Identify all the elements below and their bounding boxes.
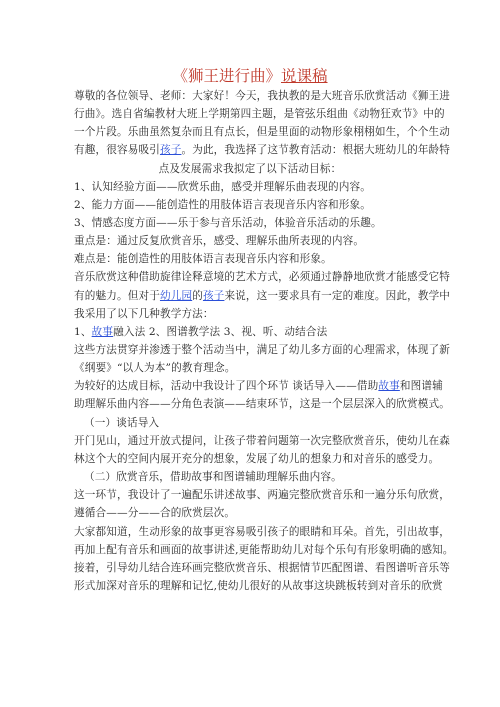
line-text: 我采用了以下几种教学方法：: [74, 308, 214, 320]
line-text: 行曲》。选自省编教材大班上学期第四主题，是管弦乐组曲《动物狂欢节》中的: [74, 108, 445, 120]
document-title: [0, 66, 500, 86]
paragraph-line: [74, 252, 332, 266]
keyword-link[interactable]: 故事: [378, 380, 400, 392]
paragraph-line: [74, 234, 364, 248]
paragraph-line: [74, 579, 443, 593]
line-text: 有的魅力。但对于: [74, 290, 160, 302]
line-text: 一个片段。乐曲虽然复杂而且有点长，但是里面的动物形象栩栩如生，个个生动: [74, 126, 451, 138]
line-text: 。为此，我选择了这节教育活动：根据大班幼儿的年龄特: [181, 144, 451, 156]
line-text: （一）谈话导入: [84, 417, 160, 429]
paragraph-line: [74, 397, 450, 411]
line-text: 林这个大的空间内展开充分的想象，发展了幼儿的想象力和对音乐的感受力。: [74, 453, 440, 465]
paragraph-line: [74, 361, 236, 375]
line-text: 开门见山，通过开放式提问，让孩子带着问题第一次完整欣赏音乐，使幼儿在森: [74, 435, 451, 447]
keyword-link[interactable]: 幼儿园: [159, 290, 193, 302]
line-text: 遵循合——分——合的欣赏层次。: [74, 507, 236, 519]
paragraph-line: [74, 198, 371, 212]
paragraph-line: [74, 270, 450, 284]
paragraph-line: [74, 107, 445, 121]
line-text: 接着，引导幼儿结合连环画完整欣赏音乐、根据情节匹配图谱、看图谱听音乐等: [74, 562, 451, 574]
paragraph-line: [74, 543, 454, 557]
line-text: 音乐欣赏这种借助旋律诠释意境的艺术方式，必须通过静静地欣赏才能感受它特: [74, 271, 451, 283]
paragraph-line: [74, 216, 382, 230]
line-text: 点及发展需求我拟定了以下活动目标：: [158, 163, 342, 175]
paragraph-line: [74, 488, 450, 502]
line-text: 的: [192, 290, 203, 302]
paragraph-line: [74, 325, 327, 339]
paragraph-line: [84, 470, 342, 484]
paragraph-line: [74, 561, 450, 575]
paragraph-line: [74, 89, 450, 103]
line-text: 再加上配有音乐和画面的故事讲述,更能帮助幼儿对每个乐句有形象明确的感知。: [74, 544, 454, 556]
line-text: 1、: [74, 326, 92, 338]
keyword-link[interactable]: 孩子: [202, 290, 225, 302]
paragraph-line: [74, 379, 443, 393]
line-text: 为较好的达成目标，活动中我设计了四个环节 谈话导入——借助: [74, 380, 379, 392]
line-text: 融入法 2、图谱教学法 3、视、听、动结合法: [113, 326, 328, 338]
paragraph-line: [74, 434, 450, 448]
paragraph-line: [74, 143, 450, 157]
line-text: 难点是：能创造性的用肢体语言表现音乐内容和形象。: [74, 253, 332, 265]
line-text: 来说，这一要求具有一定的难度。因此，教学中: [224, 290, 451, 302]
line-text: 《纲要》“以人为本”的教育理念。: [74, 362, 236, 374]
line-text: （二）欣赏音乐，借助故事和图谱辅助理解乐曲内容。: [84, 471, 342, 483]
line-text: 有趣，很容易吸引: [74, 144, 160, 156]
line-text: 尊敬的各位领导、老师：大家好！今天，我执教的是大班音乐欣赏活动《狮王进: [74, 90, 451, 102]
paragraph-line: [74, 180, 371, 194]
paragraph-line: [74, 525, 450, 539]
line-text: 1、认知经验方面——欣赏乐曲，感受并理解乐曲表现的内容。: [74, 181, 371, 193]
paragraph-line: [84, 416, 159, 430]
paragraph-line: [74, 506, 235, 520]
paragraph-line: [74, 452, 439, 466]
keyword-link[interactable]: 故事: [91, 326, 114, 338]
paragraph-line: [74, 289, 450, 303]
line-text: 2、能力方面——能创造性的用肢体语言表现音乐内容和形象。: [74, 199, 371, 211]
line-text: 重点是：通过反复欣赏音乐，感受、理解乐曲所表现的内容。: [74, 235, 365, 247]
keyword-link[interactable]: 孩子: [159, 144, 182, 156]
line-text: 形式加深对音乐的理解和记忆,使幼儿很好的从故事这块跳板转到对音乐的欣赏: [74, 580, 443, 592]
line-text: 3、情感态度方面——乐于参与音乐活动，体验音乐活动的乐趣。: [74, 217, 382, 229]
line-text: 大家都知道，生动形象的故事更容易吸引孩子的眼睛和耳朵。首先，引出故事，: [74, 526, 451, 538]
line-text: 这些方法贯穿并渗透于整个活动当中，满足了幼儿多方面的心理需求，体现了新: [74, 344, 451, 356]
paragraph-line: [74, 125, 450, 139]
line-text: 和图谱辅: [399, 380, 443, 392]
paragraph-line: [0, 162, 500, 176]
line-text: 这一环节，我设计了一遍配乐讲述故事、两遍完整欣赏音乐和一遍分乐句欣赏，: [74, 489, 451, 501]
title-link[interactable]: 说课稿: [281, 67, 328, 85]
line-text: 助理解乐曲内容——分角色表演——结束环节，这是一个层层深入的欣赏模式。: [74, 398, 451, 410]
paragraph-line: [74, 343, 450, 357]
title-text: 《狮王进行曲》: [172, 67, 281, 85]
paragraph-line: [74, 307, 214, 321]
